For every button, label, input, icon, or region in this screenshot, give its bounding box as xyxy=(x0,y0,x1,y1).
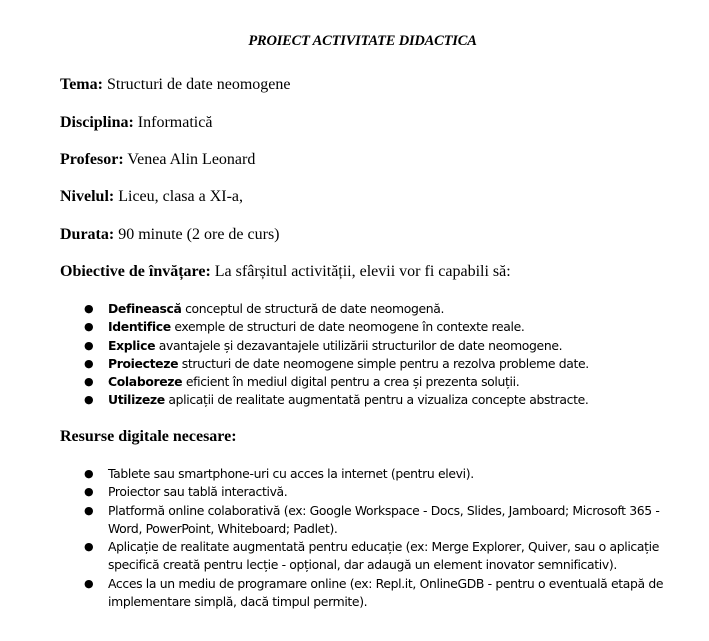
bullet-icon: ● xyxy=(84,540,94,554)
field-obiective xyxy=(60,263,511,281)
resource-item xyxy=(0,465,672,483)
objective-verb: Identifice xyxy=(108,319,171,335)
field-label: Disciplina: xyxy=(60,114,134,131)
resource-text: Proiector sau tablă interactivă. xyxy=(108,484,288,500)
objective-text: eficient în mediul digital pentru a crea și prezenta soluții. xyxy=(185,374,520,390)
field-value: Informatică xyxy=(137,114,213,131)
objective-item xyxy=(0,373,672,391)
resource-item xyxy=(0,575,672,612)
resource-item xyxy=(0,483,672,501)
field-label: Durata: xyxy=(60,226,115,243)
objective-verb: Definească xyxy=(108,301,182,316)
field-label: Obiective de învățare: xyxy=(60,263,211,280)
bullet-icon: ● xyxy=(84,338,94,352)
field-label: Nivelul: xyxy=(60,188,115,205)
bullet-icon: ● xyxy=(84,393,94,407)
bullet-icon: ● xyxy=(84,320,94,334)
document-title: PROIECT ACTIVITATE DIDACTICA xyxy=(248,33,477,49)
field-label: Tema: xyxy=(60,76,103,93)
field-value: Liceu, clasa a XI-a, xyxy=(118,188,244,205)
objective-item xyxy=(0,300,672,318)
field-durata xyxy=(60,226,280,244)
objective-verb: Utilizeze xyxy=(108,392,165,408)
resource-item xyxy=(0,538,672,575)
objective-verb: Proiecteze xyxy=(108,355,179,371)
objective-text: avantajele și dezavantajele utilizării structurilor de date neomogene. xyxy=(158,337,563,353)
resource-text: Acces la un mediu de programare online (ex: Repl.it, OnlineGDB - pentru o eventuală etapă de implementare simplă, dacă timpul permite). xyxy=(108,575,664,610)
objective-item xyxy=(0,337,672,355)
field-profesor xyxy=(60,151,255,169)
objective-verb: Colaboreze xyxy=(108,374,183,390)
field-value: Structuri de date neomogene xyxy=(106,76,291,93)
bullet-icon: ● xyxy=(84,302,94,315)
resource-text: Platformă online colaborativă (ex: Google Workspace - Docs, Slides, Jamboard; Microsoft 365 - Word, PowerPoint, Whiteboard; Padlet). xyxy=(108,502,660,536)
bullet-icon: ● xyxy=(84,467,94,480)
field-value: Venea Alin Leonard xyxy=(127,151,256,168)
field-disciplina xyxy=(60,114,212,132)
field-tema xyxy=(60,76,290,94)
field-value: La sfârșitul activității, elevii vor fi capabili să: xyxy=(214,263,511,280)
objective-text: exemple de structuri de date neomogene în contexte reale. xyxy=(174,319,525,335)
resource-item xyxy=(0,502,672,539)
objective-verb: Explice xyxy=(108,337,156,353)
objectives-list xyxy=(0,300,672,410)
resources-list xyxy=(0,465,672,611)
bullet-icon: ● xyxy=(84,576,94,590)
field-value: 90 minute (2 ore de curs) xyxy=(118,226,280,243)
resources-heading: Resurse digitale necesare: xyxy=(60,428,237,445)
bullet-icon: ● xyxy=(84,356,94,370)
objective-item xyxy=(0,318,672,336)
objective-text: conceptul de structură de date neomogenă. xyxy=(185,301,445,316)
bullet-icon: ● xyxy=(84,375,94,389)
field-nivelul xyxy=(60,188,243,206)
bullet-icon: ● xyxy=(84,503,94,517)
objective-item xyxy=(0,355,672,373)
resource-text: Tablete sau smartphone-uri cu acces la internet (pentru elevi). xyxy=(108,466,474,481)
resource-text: Aplicație de realitate augmentată pentru educație (ex: Merge Explorer, Quiver, sau o aplicație specifică creată pentru lecție - opțional, dar adaugă un element inovator semnificativ). xyxy=(108,539,659,573)
objective-text: aplicații de realitate augmentată pentru a vizualiza concepte abstracte. xyxy=(168,392,589,408)
objective-text: structuri de date neomogene simple pentru a rezolva probleme date. xyxy=(181,355,589,371)
objective-item xyxy=(0,391,672,409)
bullet-icon: ● xyxy=(84,485,94,499)
field-label: Profesor: xyxy=(60,151,124,168)
